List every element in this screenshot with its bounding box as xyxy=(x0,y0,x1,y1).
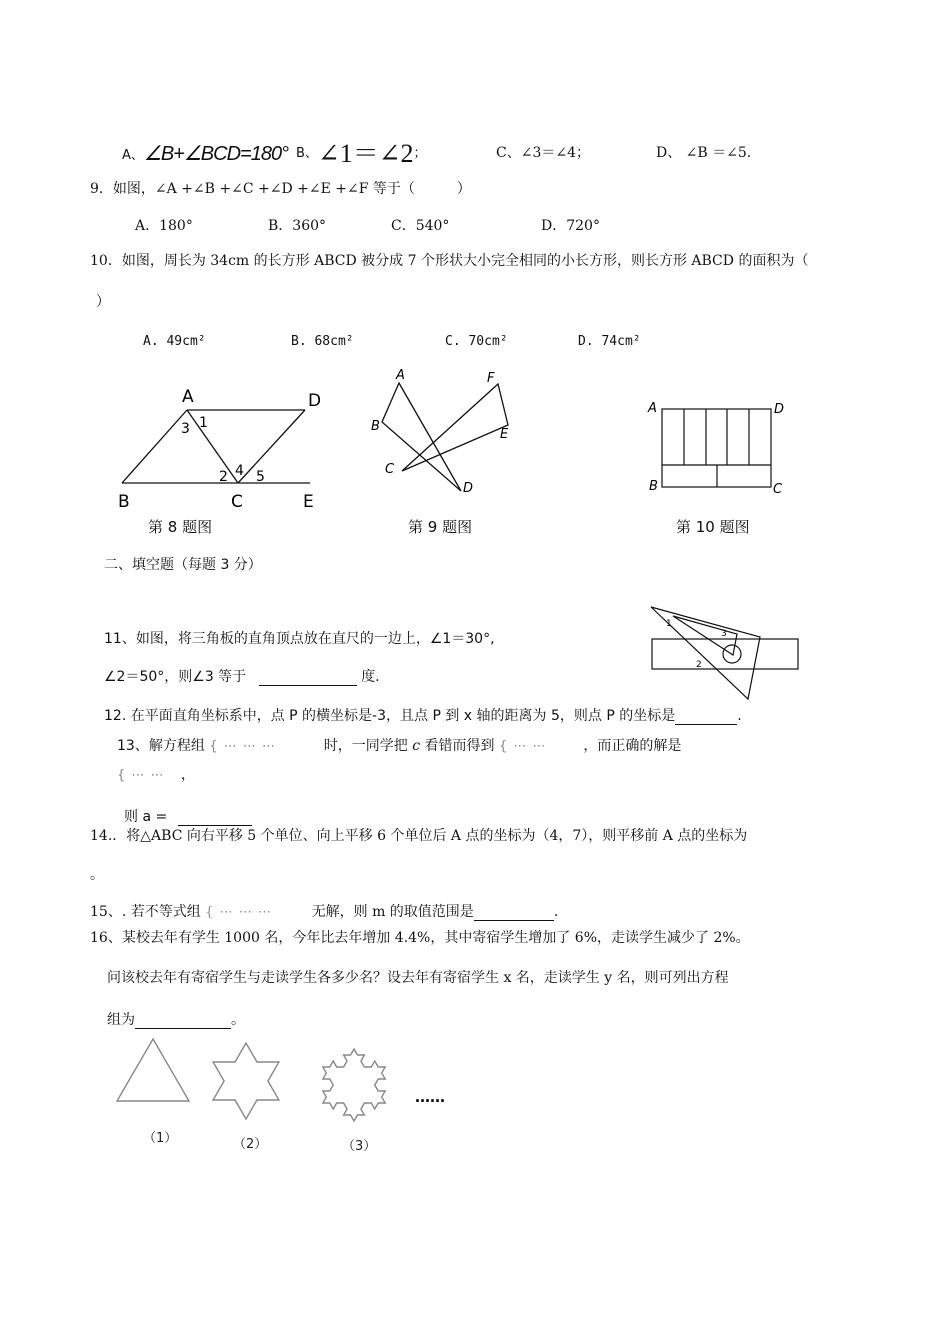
q14-line2: 。 xyxy=(90,867,104,883)
q13-answer-blank[interactable] xyxy=(178,811,252,826)
q15-inequality-system-image: { ⋯ ⋯ ⋯ xyxy=(205,905,272,920)
q10-option-c: C. 70cm² xyxy=(445,334,508,349)
fig10-label-b: B xyxy=(649,479,658,494)
figure-9 xyxy=(365,365,525,500)
koch-step-1 xyxy=(117,1039,189,1101)
q10-stem-line1: 10．如图，周长为 34cm 的长方形 ABCD 被分成 7 个形状大小完全相同的小长方形，则长方形 ABCD 的面积为（ xyxy=(90,253,809,269)
fig8-line-ac xyxy=(187,410,238,483)
q13-line2-suffix: ， xyxy=(181,767,195,783)
q8-option-a-expr: ∠B+∠BCD=180° xyxy=(143,143,289,165)
q13-line2 xyxy=(117,764,195,784)
fig8-caption: 第 8 题图 xyxy=(148,518,213,536)
fig9-label-f: F xyxy=(487,371,495,386)
q9-stem: 9．如图，∠A +∠B +∠C +∠D +∠E +∠F 等于（ ） xyxy=(90,181,471,197)
q12 xyxy=(104,705,742,725)
q13-wrong-solution-image: { ⋯ ⋯ xyxy=(498,739,547,754)
q16-line3-post: 。 xyxy=(231,1012,245,1028)
q8-option-a-prefix: A、 xyxy=(122,148,144,163)
q13-correct-solution-image: { ⋯ ⋯ xyxy=(117,768,165,783)
figure-11 xyxy=(645,603,805,703)
koch-label-2: （2） xyxy=(233,1137,268,1152)
fig9-triangle-fec xyxy=(402,384,508,471)
koch-figures xyxy=(105,1035,465,1160)
q10-option-a: A. 49cm² xyxy=(143,334,206,349)
fig9-label-d: D xyxy=(463,481,474,496)
koch-label-1: （1） xyxy=(143,1131,178,1146)
fig9-label-e: E xyxy=(500,427,509,442)
q13-line1 xyxy=(117,735,681,755)
fig11-angle-3: 3 xyxy=(721,629,727,639)
q13-var-c: c xyxy=(412,738,421,754)
figure-8 xyxy=(110,385,330,510)
fig8-angle-3: 3 xyxy=(181,421,190,437)
q9-option-d: D．720° xyxy=(541,218,600,234)
q10-option-b: B. 68cm² xyxy=(291,334,354,349)
figure-10 xyxy=(645,395,795,495)
q9-option-a: A．180° xyxy=(135,218,193,234)
q15-end: . xyxy=(553,904,559,920)
q13-part2: 时，一同学把 xyxy=(323,738,408,754)
section-2-title: 二、填空题（每题 3 分） xyxy=(104,557,262,573)
q12-end: . xyxy=(737,708,742,724)
fig8-line-ab xyxy=(122,410,187,483)
q11-line2-post: 度. xyxy=(361,669,380,685)
q9-option-c: C．540° xyxy=(391,218,450,234)
q11-line2 xyxy=(104,666,380,686)
q13-system-image: { ⋯ ⋯ ⋯ xyxy=(209,739,276,754)
fig11-angle-1: 1 xyxy=(666,619,672,629)
q8-option-c: C、∠3＝∠4； xyxy=(496,145,590,161)
fig8-line-cd xyxy=(238,410,305,483)
q13-part1: 13、解方程组 xyxy=(117,738,205,754)
q16-line3-pre: 组为 xyxy=(107,1012,135,1028)
q13-line3 xyxy=(124,806,252,826)
fig9-caption: 第 9 题图 xyxy=(408,518,473,536)
q13-line3-pre: 则 a = xyxy=(124,809,168,825)
koch-ellipsis: …… xyxy=(415,1088,445,1106)
fig9-label-b: B xyxy=(371,419,380,434)
fig8-label-a: A xyxy=(182,387,194,407)
q12-answer-blank[interactable] xyxy=(675,710,737,725)
q8-option-b-prefix: B、 xyxy=(296,146,318,161)
koch-step-2 xyxy=(213,1043,279,1119)
q10-stem-line2: ） xyxy=(96,294,110,310)
q14-line1: 14.．将△ABC 向右平移 5 个单位、向上平移 6 个单位后 A 点的坐标为（4，7），则平移前 A 点的坐标为 xyxy=(90,828,748,844)
koch-label-3: （3） xyxy=(342,1139,377,1154)
fig11-angle-2: 2 xyxy=(696,660,702,670)
q16-line1: 16、某校去年有学生 1000 名，今年比去年增加 4.4%，其中寄宿学生增加了 6%，走读学生减少了 2%。 xyxy=(90,930,750,946)
fig11-ruler xyxy=(652,639,798,669)
q11-line2-pre: ∠2＝50°，则∠3 等于 xyxy=(104,669,247,685)
fig10-caption: 第 10 题图 xyxy=(676,518,750,536)
q12-text: 12. 在平面直角坐标系中，点 P 的横坐标是-3，且点 P 到 x 轴的距离为 5，则点 P 的坐标是 xyxy=(104,708,676,724)
q16-line2: 问该校去年有寄宿学生与走读学生各多少名？设去年有寄宿学生 x 名，走读学生 y 名，则可列出方程 xyxy=(107,970,729,986)
q15 xyxy=(90,901,558,921)
q15-post: 无解，则 m 的取值范围是 xyxy=(311,904,474,920)
q13-part4: ，而正确的解是 xyxy=(583,738,682,754)
fig8-angle-1: 1 xyxy=(199,415,208,431)
q15-pre: 15、. 若不等式组 xyxy=(90,904,201,920)
fig8-label-e: E xyxy=(303,492,314,512)
q13-part3: 看错而得到 xyxy=(424,738,495,754)
fig9-label-a: A xyxy=(396,368,405,383)
q8-option-b-expr: ∠1＝∠2 xyxy=(317,139,414,168)
fig8-label-d: D xyxy=(308,391,322,411)
q8-option-b-suffix: ； xyxy=(413,146,427,161)
q16-line3 xyxy=(107,1009,245,1029)
q10-option-d: D. 74cm² xyxy=(578,334,641,349)
q11-answer-blank[interactable] xyxy=(259,671,357,686)
fig9-label-c: C xyxy=(385,462,395,477)
q9-option-b: B．360° xyxy=(268,218,327,234)
q16-answer-blank[interactable] xyxy=(135,1014,231,1029)
q8-option-b xyxy=(296,133,427,170)
fig8-angle-4: 4 xyxy=(235,463,244,479)
q11-line1: 11、如图，将三角板的直角顶点放在直尺的一边上，∠1＝30°, xyxy=(104,631,495,647)
fig10-label-d: D xyxy=(774,402,785,417)
fig8-angle-2: 2 xyxy=(219,469,228,485)
fig10-label-c: C xyxy=(773,482,783,497)
q15-answer-blank[interactable] xyxy=(474,906,554,921)
q8-option-d: D、 ∠B ＝∠5. xyxy=(656,145,752,161)
fig10-label-a: A xyxy=(648,401,657,416)
q8-option-a xyxy=(122,141,288,166)
fig8-label-c: C xyxy=(231,492,243,512)
fig8-angle-5: 5 xyxy=(256,469,265,485)
koch-step-3 xyxy=(323,1049,385,1121)
fig8-label-b: B xyxy=(118,492,130,512)
